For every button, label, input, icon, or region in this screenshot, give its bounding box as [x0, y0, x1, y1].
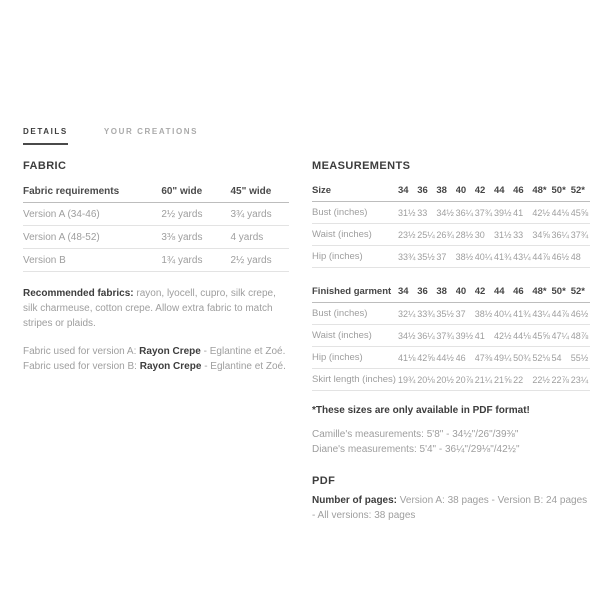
- size-column-header: 46: [513, 281, 532, 303]
- measurement-cell: 30: [475, 224, 494, 246]
- fabric-col-45-wide: 45" wide: [230, 180, 289, 203]
- measurement-cell: 33: [417, 202, 436, 224]
- measurement-cell: 49¼: [494, 347, 513, 369]
- measurement-cell: 22½: [532, 369, 551, 391]
- measurement-cell: 23½: [398, 224, 417, 246]
- body-measurements-rows: [312, 202, 590, 268]
- number-of-pages-label: Number of pages:: [312, 495, 398, 506]
- fabric-yardage-60: 1¾ yards: [161, 249, 230, 272]
- measurement-cell: 44⅛: [552, 202, 571, 224]
- fabric-table-header-row: [23, 180, 289, 203]
- measurement-row-label: Bust (inches): [312, 303, 398, 325]
- size-header-row: [312, 180, 590, 202]
- size-column-header: 40: [456, 281, 475, 303]
- measurement-cell: 55½: [571, 347, 590, 369]
- measurement-row: [312, 303, 590, 325]
- measurement-cell: 20⅛: [417, 369, 436, 391]
- fabric-used-block: [23, 344, 289, 374]
- measurements-heading: MEASUREMENTS: [312, 160, 411, 172]
- fabric-heading: FABRIC: [23, 160, 67, 172]
- measurement-cell: 36¼: [456, 202, 475, 224]
- measurement-cell: 54: [552, 347, 571, 369]
- measurement-cell: 36¼: [552, 224, 571, 246]
- measurement-cell: 22⅞: [552, 369, 571, 391]
- tab-details[interactable]: DETAILS: [23, 127, 68, 145]
- measurement-cell: 23¼: [571, 369, 590, 391]
- size-column-header: 42: [475, 281, 494, 303]
- measurement-cell: 21⅝: [494, 369, 513, 391]
- measurement-cell: 34½: [398, 325, 417, 347]
- fabric-col-requirements: Fabric requirements: [23, 180, 161, 203]
- size-column-header: 44: [494, 180, 513, 202]
- measurement-cell: 32¼: [398, 303, 417, 325]
- size-label: Size: [312, 180, 398, 202]
- measurement-cell: 36¼: [417, 325, 436, 347]
- measurement-cell: 41⅛: [398, 347, 417, 369]
- finished-garment-rows: [312, 303, 590, 391]
- recommended-fabrics: [23, 286, 289, 331]
- fabric-table-body: [23, 203, 289, 272]
- measurement-cell: 42⅝: [417, 347, 436, 369]
- measurement-row: [312, 369, 590, 391]
- size-column-header: 34: [398, 180, 417, 202]
- measurement-cell: 38½: [475, 303, 494, 325]
- measurement-cell: 43¼: [513, 246, 532, 268]
- measurement-cell: 45⅝: [571, 202, 590, 224]
- fabric-table-row: [23, 226, 289, 249]
- pdf-sizes-footnote: *These sizes are only available in PDF format!: [312, 405, 530, 416]
- measurement-cell: 48⅞: [571, 325, 590, 347]
- fabric-table-row: [23, 203, 289, 226]
- measurement-cell: 21¼: [475, 369, 494, 391]
- finished-garment-table: [312, 281, 590, 391]
- measurement-row-label: Bust (inches): [312, 202, 398, 224]
- size-column-header: 50*: [552, 180, 571, 202]
- measurement-cell: 44⅛: [513, 325, 532, 347]
- size-column-header: 44: [494, 281, 513, 303]
- measurement-cell: 34½: [436, 202, 455, 224]
- measurement-cell: 34⅝: [532, 224, 551, 246]
- size-column-header: 48*: [532, 281, 551, 303]
- fabric-used-version-a: Fabric used for version A: Rayon Crepe - Eglantine et Zoé.: [23, 346, 286, 357]
- model-measurements: [312, 427, 590, 457]
- fabric-version-label: Version A (34-46): [23, 203, 161, 226]
- measurement-row: [312, 224, 590, 246]
- size-column-header: 52*: [571, 180, 590, 202]
- number-of-pages: [312, 493, 590, 523]
- tab-your-creations[interactable]: YOUR CREATIONS: [103, 127, 199, 136]
- pdf-heading: PDF: [312, 475, 336, 487]
- measurement-cell: 33: [513, 224, 532, 246]
- measurement-cell: 33¾: [417, 303, 436, 325]
- fabric-yardage-60: 3⅜ yards: [161, 226, 230, 249]
- size-column-header: 36: [417, 180, 436, 202]
- measurement-cell: 35½: [436, 303, 455, 325]
- measurement-cell: 39½: [494, 202, 513, 224]
- measurement-cell: 40¼: [494, 303, 513, 325]
- measurement-row-label: Waist (inches): [312, 224, 398, 246]
- measurement-cell: 42½: [532, 202, 551, 224]
- measurement-row: [312, 325, 590, 347]
- measurement-cell: 47⅜: [475, 347, 494, 369]
- measurement-cell: 47¼: [552, 325, 571, 347]
- measurement-cell: 20½: [436, 369, 455, 391]
- fabric-name-b: Rayon Crepe: [139, 361, 202, 372]
- measurement-cell: 31½: [398, 202, 417, 224]
- fabric-yardage-45: 3¾ yards: [230, 203, 289, 226]
- measurement-cell: 41¾: [494, 246, 513, 268]
- measurement-cell: 44⅞: [552, 303, 571, 325]
- camille-measurements: Camille's measurements: 5'8" - 34½"/26"/39⅜": [312, 429, 519, 440]
- recommended-fabrics-label: Recommended fabrics:: [23, 288, 134, 299]
- fabric-yardage-60: 2½ yards: [161, 203, 230, 226]
- recommended-fabrics-text: rayon, lyocell, cupro, silk crepe, silk charmeuse, cotton crepe. Allow extra fabric to match stripes or plaids.: [23, 288, 276, 329]
- measurement-cell: 22: [513, 369, 532, 391]
- measurement-cell: 45⅝: [532, 325, 551, 347]
- size-column-header: 46: [513, 180, 532, 202]
- finished-garment-label: Finished garment: [312, 281, 398, 303]
- measurement-cell: 37: [436, 246, 455, 268]
- measurement-cell: 44⅞: [532, 246, 551, 268]
- measurement-cell: 41: [513, 202, 532, 224]
- size-column-header: 38: [436, 281, 455, 303]
- size-column-header: 50*: [552, 281, 571, 303]
- size-column-header: 42: [475, 180, 494, 202]
- measurement-cell: 25¼: [417, 224, 436, 246]
- measurement-row-label: Waist (inches): [312, 325, 398, 347]
- measurement-cell: 35½: [417, 246, 436, 268]
- fabric-yardage-45: 2½ yards: [230, 249, 289, 272]
- fabric-used-version-b: Fabric used for version B: Rayon Crepe - Eglantine et Zoé.: [23, 361, 286, 372]
- fabric-requirements-table: [23, 180, 289, 272]
- measurement-cell: 39½: [456, 325, 475, 347]
- fabric-col-60-wide: 60" wide: [161, 180, 230, 203]
- fabric-version-label: Version B: [23, 249, 161, 272]
- fabric-yardage-45: 4 yards: [230, 226, 289, 249]
- measurement-cell: 46½: [552, 246, 571, 268]
- measurement-cell: 33¾: [398, 246, 417, 268]
- size-column-header: 38: [436, 180, 455, 202]
- measurement-row-label: Skirt length (inches): [312, 369, 398, 391]
- measurement-cell: 41: [475, 325, 494, 347]
- measurement-cell: 52⅛: [532, 347, 551, 369]
- measurement-row-label: Hip (inches): [312, 347, 398, 369]
- measurement-cell: 44½: [436, 347, 455, 369]
- measurement-row: [312, 202, 590, 224]
- finished-header-row: [312, 281, 590, 303]
- measurement-cell: 48: [571, 246, 590, 268]
- measurement-cell: 43¼: [532, 303, 551, 325]
- measurement-row: [312, 347, 590, 369]
- measurement-row-label: Hip (inches): [312, 246, 398, 268]
- measurement-cell: 20⅞: [456, 369, 475, 391]
- diane-measurements: Diane's measurements: 5'4" - 36¼"/29⅛"/42½": [312, 444, 520, 455]
- size-column-header: 36: [417, 281, 436, 303]
- measurement-cell: 31½: [494, 224, 513, 246]
- fabric-name-a: Rayon Crepe: [139, 346, 201, 357]
- fabric-section: [23, 160, 289, 374]
- measurement-cell: 46: [456, 347, 475, 369]
- measurement-cell: 50¾: [513, 347, 532, 369]
- size-column-header: 34: [398, 281, 417, 303]
- measurement-cell: 19¾: [398, 369, 417, 391]
- measurement-cell: 37¾: [571, 224, 590, 246]
- measurement-cell: 37¾: [475, 202, 494, 224]
- tab-bar: [23, 127, 198, 145]
- number-of-pages-text: Version A: 38 pages - Version B: 24 pages - All versions: 38 pages: [312, 495, 588, 521]
- size-column-header: 48*: [532, 180, 551, 202]
- measurement-cell: 26¾: [436, 224, 455, 246]
- measurements-section: [312, 160, 590, 523]
- measurement-cell: 41¾: [513, 303, 532, 325]
- measurement-cell: 38½: [456, 246, 475, 268]
- body-measurements-table: [312, 180, 590, 268]
- fabric-version-label: Version A (48-52): [23, 226, 161, 249]
- measurement-cell: 37¾: [436, 325, 455, 347]
- fabric-table-row: [23, 249, 289, 272]
- size-column-header: 40: [456, 180, 475, 202]
- size-column-header: 52*: [571, 281, 590, 303]
- measurement-cell: 42½: [494, 325, 513, 347]
- measurement-cell: 28½: [456, 224, 475, 246]
- measurement-cell: 40¼: [475, 246, 494, 268]
- measurement-cell: 46½: [571, 303, 590, 325]
- measurement-row: [312, 246, 590, 268]
- measurement-cell: 37: [456, 303, 475, 325]
